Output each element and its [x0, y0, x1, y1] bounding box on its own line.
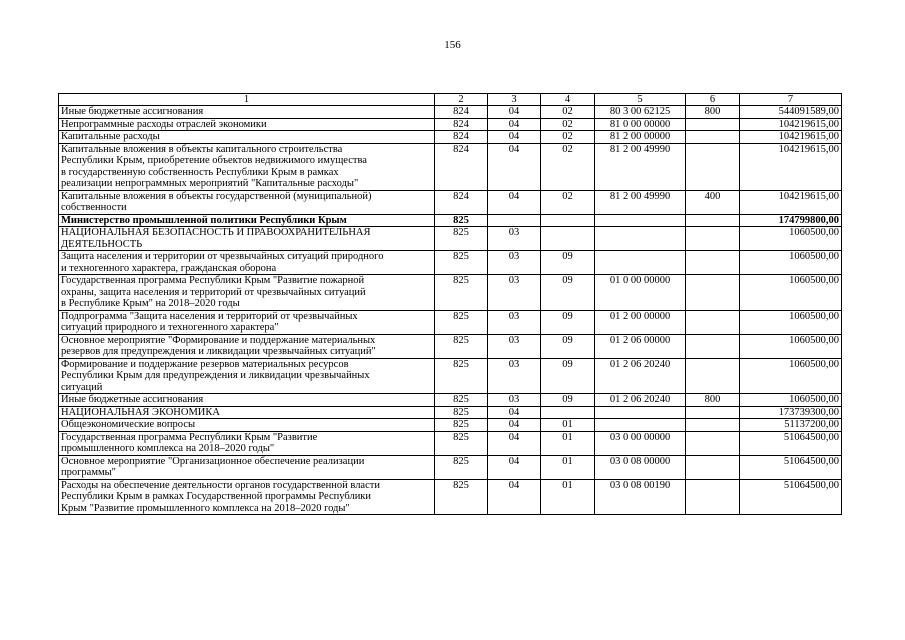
section-code: 04	[488, 106, 541, 119]
row-description	[59, 394, 435, 407]
section-code: 04	[488, 479, 541, 515]
target-article-code: 01 2 06 20240	[595, 358, 686, 394]
table-row	[59, 118, 842, 131]
grbs-code: 825	[435, 310, 488, 334]
subsection-code: 02	[541, 143, 595, 190]
description-line: в Республике Крым" на 2018–2020 годы	[61, 298, 240, 309]
description-line: Капитальные расходы	[61, 131, 160, 142]
section-code	[488, 214, 541, 227]
target-article-code: 03 0 08 00000	[595, 455, 686, 479]
section-code: 03	[488, 275, 541, 311]
amount-cell: 51137200,00	[740, 419, 842, 432]
expense-type-code	[686, 227, 740, 251]
target-article-code	[595, 406, 686, 419]
subsection-code: 02	[541, 118, 595, 131]
row-description	[59, 251, 435, 275]
description-line: Иные бюджетные ассигнования	[61, 106, 204, 117]
grbs-code: 825	[435, 227, 488, 251]
grbs-code: 825	[435, 275, 488, 311]
row-description	[59, 275, 435, 311]
table-row	[59, 394, 842, 407]
expense-type-code	[686, 334, 740, 358]
row-description	[59, 431, 435, 455]
row-description	[59, 227, 435, 251]
expense-type-code	[686, 251, 740, 275]
grbs-code: 825	[435, 455, 488, 479]
amount-cell: 1060500,00	[740, 334, 842, 358]
grbs-code: 824	[435, 131, 488, 144]
table-row	[59, 455, 842, 479]
section-code: 04	[488, 419, 541, 432]
amount-cell: 1060500,00	[740, 358, 842, 394]
table-row	[59, 406, 842, 419]
row-description	[59, 479, 435, 515]
subsection-code: 01	[541, 419, 595, 432]
target-article-code: 01 2 06 00000	[595, 334, 686, 358]
expense-type-code	[686, 419, 740, 432]
section-code: 03	[488, 251, 541, 275]
grbs-code: 825	[435, 394, 488, 407]
description-line: программы"	[61, 467, 116, 478]
description-line: Республики Крым, приобретение объектов недвижимого имущества	[61, 155, 367, 166]
description-line: и техногенного характера, гражданская оборона	[61, 262, 277, 274]
row-description	[59, 190, 435, 214]
description-line: Основное мероприятие "Организационное обеспечение реализации	[61, 455, 365, 467]
column-header: 2	[435, 94, 488, 106]
target-article-code: 81 2 00 00000	[595, 131, 686, 144]
description-line: резервов для предупреждения и ликвидации чрезвычайных ситуаций"	[61, 346, 376, 357]
section-code: 03	[488, 358, 541, 394]
table-row	[59, 275, 842, 311]
expense-type-code	[686, 131, 740, 144]
amount-cell: 1060500,00	[740, 227, 842, 251]
amount-cell: 51064500,00	[740, 479, 842, 515]
column-header: 3	[488, 94, 541, 106]
table-row	[59, 131, 842, 144]
grbs-code: 825	[435, 358, 488, 394]
description-line: промышленного комплекса на 2018–2020 годы"	[61, 443, 275, 454]
description-line: Защита населения и территории от чрезвычайных ситуаций природного	[61, 251, 384, 262]
amount-cell: 51064500,00	[740, 455, 842, 479]
subsection-code	[541, 227, 595, 251]
description-line: Подпрограмма "Защита населения и территорий от чрезвычайных	[61, 310, 358, 322]
section-code: 03	[488, 334, 541, 358]
expense-type-code: 400	[686, 190, 740, 214]
expense-type-code	[686, 431, 740, 455]
expense-type-code: 800	[686, 394, 740, 407]
description-line: ситуаций	[61, 381, 103, 393]
table-row	[59, 479, 842, 515]
grbs-code: 825	[435, 479, 488, 515]
target-article-code	[595, 419, 686, 432]
target-article-code	[595, 214, 686, 227]
amount-cell: 1060500,00	[740, 310, 842, 334]
row-description	[59, 214, 435, 227]
column-header: 6	[686, 94, 740, 106]
amount-cell: 104219615,00	[740, 143, 842, 190]
table-row	[59, 143, 842, 190]
description-line: Крым "Развитие промышленного комплекса на 2018–2020 годы"	[61, 502, 350, 514]
row-description	[59, 334, 435, 358]
page-number: 156	[444, 39, 461, 51]
expense-type-code	[686, 406, 740, 419]
subsection-code: 09	[541, 394, 595, 407]
grbs-code: 825	[435, 406, 488, 419]
description-line: ситуаций природного и техногенного характера"	[61, 322, 279, 333]
amount-cell: 1060500,00	[740, 275, 842, 311]
subsection-code	[541, 406, 595, 419]
table-row	[59, 431, 842, 455]
section-code: 03	[488, 310, 541, 334]
description-line: Государственная программа Республики Крым "Развитие	[61, 431, 318, 443]
row-description	[59, 310, 435, 334]
row-description	[59, 143, 435, 190]
header-row	[59, 94, 842, 106]
description-line: НАЦИОНАЛЬНАЯ БЕЗОПАСНОСТЬ И ПРАВООХРАНИТЕЛЬНАЯ	[61, 227, 371, 238]
section-code: 04	[488, 431, 541, 455]
row-description	[59, 358, 435, 394]
subsection-code: 01	[541, 479, 595, 515]
expense-type-code	[686, 455, 740, 479]
description-line: Общеэкономические вопросы	[61, 419, 196, 430]
target-article-code	[595, 251, 686, 275]
table-row	[59, 190, 842, 214]
description-line: НАЦИОНАЛЬНАЯ ЭКОНОМИКА	[61, 406, 220, 418]
expense-type-code	[686, 358, 740, 394]
grbs-code: 825	[435, 431, 488, 455]
amount-cell: 104219615,00	[740, 118, 842, 131]
target-article-code	[595, 227, 686, 251]
table-row	[59, 251, 842, 275]
column-header: 5	[595, 94, 686, 106]
row-description	[59, 131, 435, 144]
expense-type-code	[686, 143, 740, 190]
description-line: в государственную собственность Республики Крым в рамках	[61, 166, 339, 178]
subsection-code: 02	[541, 131, 595, 144]
column-header: 7	[740, 94, 842, 106]
description-line: реализации непрограммных мероприятий "Капитальные расходы"	[61, 178, 359, 189]
subsection-code: 09	[541, 334, 595, 358]
description-line: Республики Крым для предупреждения и ликвидации чрезвычайных	[61, 370, 370, 381]
section-code: 04	[488, 406, 541, 419]
subsection-code: 02	[541, 106, 595, 119]
target-article-code: 81 0 00 00000	[595, 118, 686, 131]
description-line: Министерство промышленной политики Республики Крым	[61, 214, 347, 226]
expense-type-code	[686, 310, 740, 334]
description-line: Республики Крым в рамках Государственной программы Республики	[61, 491, 372, 502]
row-description	[59, 118, 435, 131]
amount-cell: 173739300,00	[740, 406, 842, 419]
target-article-code: 01 2 00 00000	[595, 310, 686, 334]
expense-type-code	[686, 118, 740, 131]
grbs-code: 824	[435, 190, 488, 214]
subsection-code	[541, 214, 595, 227]
description-line: Непрограммные расходы отраслей экономики	[61, 118, 267, 130]
section-code: 04	[488, 190, 541, 214]
description-line: Формирование и поддержание резервов материальных ресурсов	[61, 358, 349, 370]
grbs-code: 825	[435, 334, 488, 358]
subsection-code: 01	[541, 431, 595, 455]
expense-type-code	[686, 479, 740, 515]
table-row	[59, 334, 842, 358]
description-line: Расходы на обеспечение деятельности органов государственной власти	[61, 479, 380, 491]
amount-cell: 1060500,00	[740, 394, 842, 407]
budget-table	[58, 93, 842, 515]
subsection-code: 09	[541, 310, 595, 334]
table-row	[59, 214, 842, 227]
target-article-code: 81 2 00 49990	[595, 143, 686, 190]
subsection-code: 09	[541, 251, 595, 275]
target-article-code: 03 0 00 00000	[595, 431, 686, 455]
amount-cell: 174799800,00	[740, 214, 842, 227]
expense-type-code	[686, 275, 740, 311]
section-code: 04	[488, 143, 541, 190]
subsection-code: 02	[541, 190, 595, 214]
description-line: собственности	[61, 202, 127, 213]
subsection-code: 09	[541, 358, 595, 394]
target-article-code: 01 0 00 00000	[595, 275, 686, 311]
grbs-code: 825	[435, 214, 488, 227]
grbs-code: 825	[435, 251, 488, 275]
amount-cell: 51064500,00	[740, 431, 842, 455]
grbs-code: 824	[435, 118, 488, 131]
amount-cell: 1060500,00	[740, 251, 842, 275]
grbs-code: 825	[435, 419, 488, 432]
description-line: Капитальные вложения в объекты государственной (муниципальной)	[61, 190, 372, 202]
expense-type-code	[686, 214, 740, 227]
grbs-code: 824	[435, 106, 488, 119]
table-row	[59, 106, 842, 119]
target-article-code: 81 2 00 49990	[595, 190, 686, 214]
amount-cell: 104219615,00	[740, 131, 842, 144]
grbs-code: 824	[435, 143, 488, 190]
section-code: 03	[488, 394, 541, 407]
amount-cell: 544091589,00	[740, 106, 842, 119]
expense-type-code: 800	[686, 106, 740, 119]
column-header: 1	[59, 94, 435, 106]
subsection-code: 09	[541, 275, 595, 311]
description-line: Государственная программа Республики Крым "Развитие пожарной	[61, 275, 365, 286]
row-description	[59, 406, 435, 419]
description-line: Иные бюджетные ассигнования	[61, 394, 204, 405]
description-line: охраны, защита населения и территорий от чрезвычайных ситуаций	[61, 286, 366, 298]
description-line: Капитальные вложения в объекты капитального строительства	[61, 143, 343, 155]
row-description	[59, 419, 435, 432]
amount-cell: 104219615,00	[740, 190, 842, 214]
description-line: Основное мероприятие "Формирование и поддержание материальных	[61, 334, 376, 346]
description-line: ДЕЯТЕЛЬНОСТЬ	[61, 238, 143, 250]
section-code: 04	[488, 118, 541, 131]
table-row	[59, 358, 842, 394]
target-article-code: 03 0 08 00190	[595, 479, 686, 515]
target-article-code: 80 3 00 62125	[595, 106, 686, 119]
row-description	[59, 455, 435, 479]
row-description	[59, 106, 435, 119]
table-row	[59, 310, 842, 334]
table-row	[59, 227, 842, 251]
subsection-code: 01	[541, 455, 595, 479]
section-code: 04	[488, 455, 541, 479]
column-header: 4	[541, 94, 595, 106]
target-article-code: 01 2 06 20240	[595, 394, 686, 407]
section-code: 03	[488, 227, 541, 251]
section-code: 04	[488, 131, 541, 144]
table-row	[59, 419, 842, 432]
